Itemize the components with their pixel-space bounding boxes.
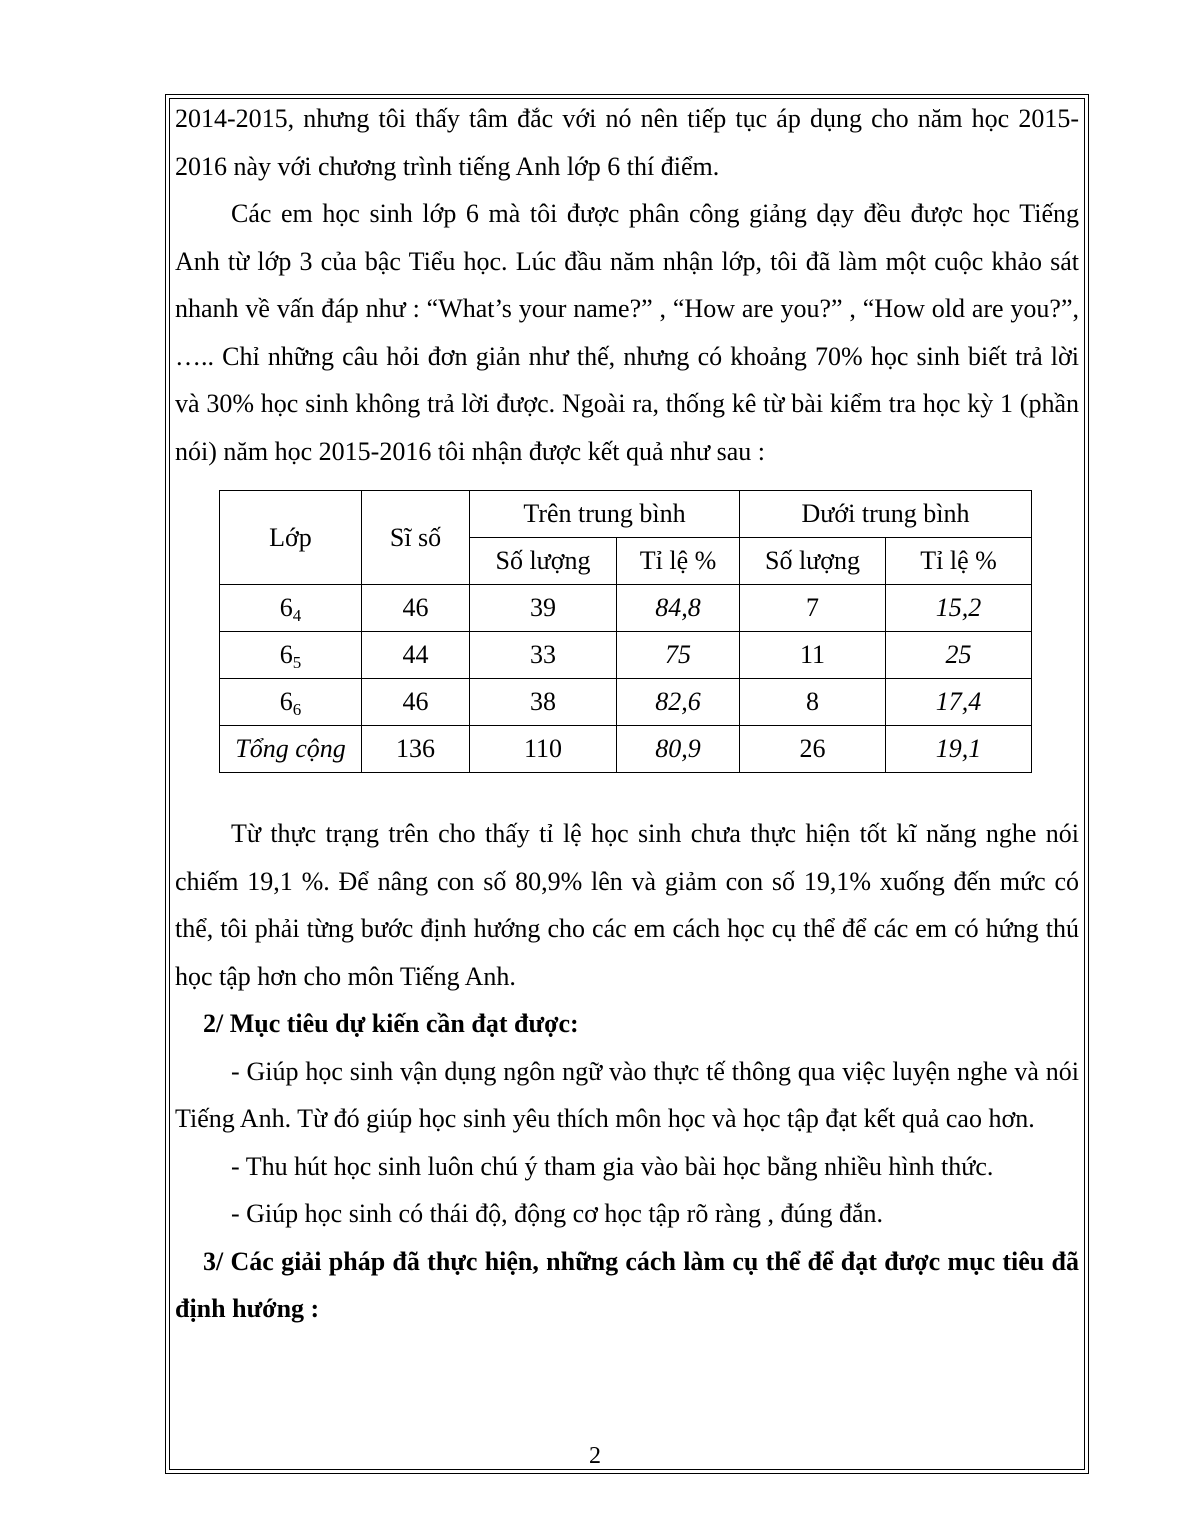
paragraph-conclusion: Từ thực trạng trên cho thấy tỉ lệ học sinh chưa thực hiện tốt kĩ năng nghe nói chiếm 19,1 %. Để nâng con số 80,9% lên và giảm con số 19,1% xuống đến mức có thể, tôi phải từng bước định hướng cho các em cách học cụ thể để các em có hứng thú học tập hơn cho môn Tiếng Anh. (175, 819, 1079, 991)
cell-total-below-rate: 19,1 (886, 726, 1032, 773)
cell-below-count: 8 (740, 679, 886, 726)
cell-size: 46 (362, 585, 470, 632)
cell-class: $6_4$ (220, 585, 362, 632)
cell-below-rate: 25 (886, 632, 1032, 679)
cell-below-count: 7 (740, 585, 886, 632)
header-size: Sĩ số (362, 491, 470, 585)
paragraph-survey: Các em học sinh lớp 6 mà tôi được phân công giảng dạy đều được học Tiếng Anh từ lớp 3 của bậc Tiểu học. Lúc đầu năm nhận lớp, tôi đã làm một cuộc khảo sát nhanh về vấn đáp như : “What’s your name?” , “How are you?” , “How old are you?”, ….. Chỉ những câu hỏi đơn giản như thế, nhưng có khoảng 70% học sinh biết trả lời và 30% học sinh không trả lời được. Ngoài ra, thống kê từ bài kiểm tra học kỳ 1 (phần nói) năm học 2015-2016 tôi nhận được kết quả như sau : (175, 199, 1079, 466)
header-above-count: Số lượng (470, 538, 617, 585)
table-row (220, 632, 1032, 679)
page-number: 2 (589, 1443, 601, 1469)
header-below-count: Số lượng (740, 538, 886, 585)
header-above-average: Trên trung bình (470, 491, 740, 538)
header-below-average: Dưới trung bình (740, 491, 1032, 538)
cell-below-count: 11 (740, 632, 886, 679)
cell-above-rate: 75 (617, 632, 740, 679)
table-header-row (220, 491, 1032, 538)
results-table (219, 490, 1032, 773)
cell-class: $6_6$ (220, 679, 362, 726)
cell-total-above-count: 110 (470, 726, 617, 773)
cell-total-label: Tổng cộng (220, 726, 362, 773)
cell-total-size: 136 (362, 726, 470, 773)
cell-above-count: 38 (470, 679, 617, 726)
table-total-row (220, 726, 1032, 773)
cell-below-rate: 17,4 (886, 679, 1032, 726)
paragraph-continuation: 2014-2015, nhưng tôi thấy tâm đắc với nó nên tiếp tục áp dụng cho năm học 2015-2016 này với chương trình tiếng Anh lớp 6 thí điểm. (175, 104, 1079, 181)
cell-above-rate: 82,6 (617, 679, 740, 726)
cell-below-rate: 15,2 (886, 585, 1032, 632)
table-row (220, 585, 1032, 632)
section-2-item: - Giúp học sinh có thái độ, động cơ học tập rõ ràng , đúng đắn. (231, 1199, 884, 1228)
body-text-after-table (175, 810, 1079, 1333)
section-2-item: - Giúp học sinh vận dụng ngôn ngữ vào thực tế thông qua việc luyện nghe và nói Tiếng Anh. Từ đó giúp học sinh yêu thích môn học và học tập đạt kết quả cao hơn. (175, 1056, 1079, 1133)
cell-total-below-count: 26 (740, 726, 886, 773)
cell-size: 44 (362, 632, 470, 679)
header-below-rate: Tỉ lệ % (886, 538, 1032, 585)
section-3-heading: 3/ Các giải pháp đã thực hiện, những cách làm cụ thể để đạt được mục tiêu đã định hướng : (175, 1246, 1079, 1323)
cell-above-rate: 84,8 (617, 585, 740, 632)
intro-text (175, 95, 1079, 475)
section-2-heading: 2/ Mục tiêu dự kiến cần đạt được: (203, 1009, 579, 1038)
section-2-item: - Thu hút học sinh luôn chú ý tham gia vào bài học bằng nhiều hình thức. (231, 1151, 994, 1181)
cell-above-count: 33 (470, 632, 617, 679)
cell-size: 46 (362, 679, 470, 726)
cell-total-above-rate: 80,9 (617, 726, 740, 773)
cell-above-count: 39 (470, 585, 617, 632)
table-row (220, 679, 1032, 726)
header-class: Lớp (220, 491, 362, 585)
header-above-rate: Tỉ lệ % (617, 538, 740, 585)
cell-class: $6_5$ (220, 632, 362, 679)
